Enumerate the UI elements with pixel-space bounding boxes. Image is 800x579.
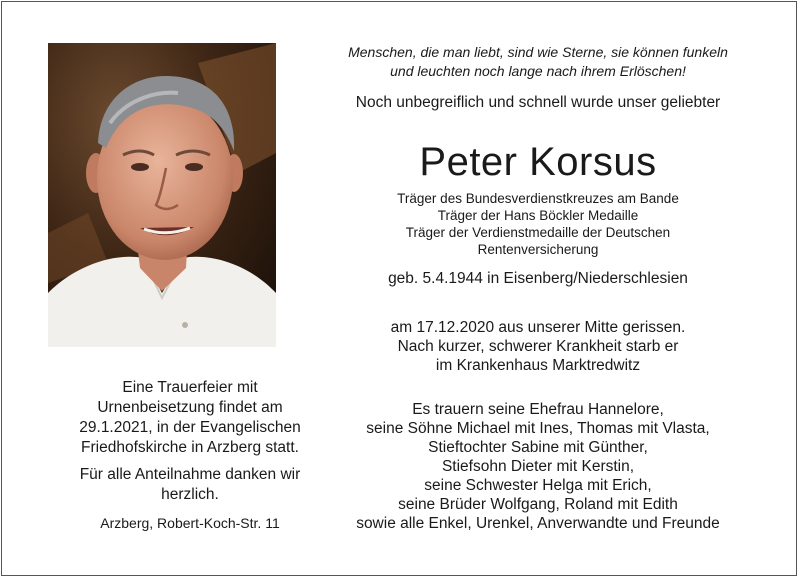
honor-item: Träger der Hans Böckler Medaille xyxy=(437,208,639,223)
mourner-line: Es trauern seine Ehefrau Hannelore, xyxy=(412,401,664,418)
ceremony-line: Eine Trauerfeier mit xyxy=(122,379,258,396)
honors-list xyxy=(300,190,776,258)
honor-item: Rentenversicherung xyxy=(477,242,599,257)
death-line: im Krankenhaus Marktredwitz xyxy=(435,357,641,374)
thanks-line: herzlich. xyxy=(161,486,219,503)
thanks-line: Für alle Anteilnahme danken wir xyxy=(79,466,301,483)
birth-info: geb. 5.4.1944 in Eisenberg/Niederschlesien xyxy=(388,270,688,287)
ceremony-info xyxy=(40,378,340,458)
ceremony-line: Urnenbeisetzung findet am xyxy=(97,399,283,416)
quote xyxy=(300,43,776,81)
mourner-line: seine Söhne Michael mit Ines, Thomas mit Vlasta, xyxy=(366,420,710,437)
mourner-line: seine Brüder Wolfgang, Roland mit Edith xyxy=(398,496,678,513)
deceased-name: Peter Korsus xyxy=(419,140,657,184)
death-line: am 17.12.2020 aus unserer Mitte gerissen. xyxy=(390,319,686,336)
honor-item: Träger des Bundesverdienstkreuzes am Bande xyxy=(397,191,679,206)
honor-item: Träger der Verdienstmedaille der Deutschen xyxy=(405,225,671,240)
mourner-line: seine Schwester Helga mit Erich, xyxy=(424,477,652,494)
death-info xyxy=(300,318,776,375)
intro-text: Noch unbegreiflich und schnell wurde unser geliebter xyxy=(355,94,721,111)
ceremony-line: 29.1.2021, in der Evangelischen xyxy=(79,419,301,436)
mourner-line: sowie alle Enkel, Urenkel, Anverwandte und Freunde xyxy=(356,515,720,532)
portrait-photo xyxy=(48,43,276,347)
mourner-line: Stiefsohn Dieter mit Kerstin, xyxy=(441,458,635,475)
death-line: Nach kurzer, schwerer Krankheit starb er xyxy=(397,338,679,355)
family-address: Arzberg, Robert-Koch-Str. 11 xyxy=(100,515,280,531)
portrait-illustration xyxy=(48,43,276,347)
thanks-text xyxy=(40,465,340,505)
mourner-line: Stieftochter Sabine mit Günther, xyxy=(428,439,648,456)
quote-line: und leuchten noch lange nach ihrem Erlöschen! xyxy=(390,63,686,79)
quote-line: Menschen, die man liebt, sind wie Sterne, sie können funkeln xyxy=(348,44,728,60)
mourners-list xyxy=(300,400,776,533)
ceremony-line: Friedhofskirche in Arzberg statt. xyxy=(81,439,299,456)
